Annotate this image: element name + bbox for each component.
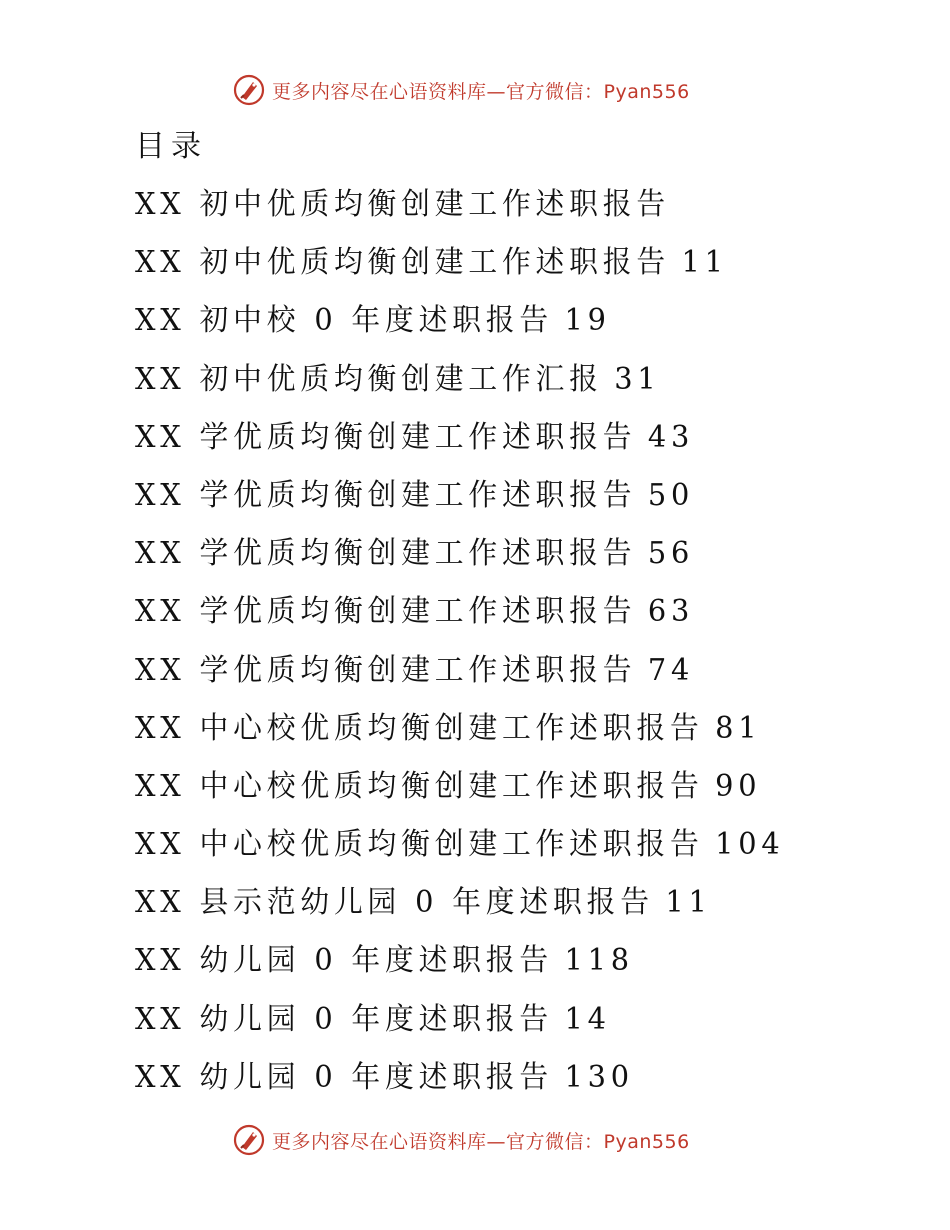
toc-entry[interactable] xyxy=(135,991,903,1049)
toc-entry-page-number: 11 xyxy=(665,885,712,921)
toc-entry[interactable] xyxy=(135,292,903,350)
toc-entry-page-number: 90 xyxy=(715,768,762,804)
toc-entry-page-number: 81 xyxy=(715,710,762,746)
toc-entry[interactable] xyxy=(135,1049,903,1107)
toc-entry[interactable] xyxy=(135,525,903,583)
toc-entry-page-number: 130 xyxy=(564,1059,634,1095)
toc-entry-page-number: 104 xyxy=(715,827,785,863)
table-of-contents xyxy=(135,118,935,1107)
toc-entry-title: XX 中心校优质均衡创建工作述职报告 xyxy=(135,827,704,863)
header-banner xyxy=(232,72,690,108)
toc-entry[interactable] xyxy=(135,874,903,932)
toc-entry-title: XX 初中优质均衡创建工作述职报告 xyxy=(135,245,670,281)
toc-entry[interactable] xyxy=(135,758,903,816)
toc-entry-page-number: 56 xyxy=(647,536,695,572)
toc-entry[interactable] xyxy=(135,467,903,525)
toc-entry-title: XX 初中校 0 年度述职报告 xyxy=(135,303,554,339)
toc-entry-title: XX 学优质均衡创建工作述职报告 xyxy=(135,594,637,630)
footer-banner xyxy=(232,1122,690,1158)
toc-entry-title: XX 幼儿园 0 年度述职报告 xyxy=(135,943,554,979)
toc-entry-page-number: 118 xyxy=(564,943,634,979)
toc-entry[interactable] xyxy=(135,351,903,409)
toc-entry-title: XX 幼儿园 0 年度述职报告 xyxy=(135,1001,554,1037)
toc-entry-title: XX 初中优质均衡创建工作述职报告 xyxy=(135,187,670,222)
toc-entry-page-number: 43 xyxy=(647,419,695,455)
toc-entry-title: XX 学优质均衡创建工作述职报告 xyxy=(135,652,637,688)
toc-entry-page-number: 19 xyxy=(564,303,611,339)
toc-entry-page-number: 63 xyxy=(647,594,695,630)
toc-entry[interactable] xyxy=(135,176,903,234)
toc-entry[interactable] xyxy=(135,816,903,874)
toc-entry[interactable] xyxy=(135,700,903,758)
pen-nib-logo-icon xyxy=(232,73,266,107)
toc-entry-title: XX 幼儿园 0 年度述职报告 xyxy=(135,1059,554,1095)
toc-entry[interactable] xyxy=(135,409,903,467)
toc-entry-page-number: 50 xyxy=(647,477,695,513)
toc-entry-title: XX 初中优质均衡创建工作汇报 xyxy=(135,361,603,397)
toc-entry-page-number: 11 xyxy=(681,245,728,281)
toc-entry-title: XX 中心校优质均衡创建工作述职报告 xyxy=(135,768,704,804)
toc-entry[interactable] xyxy=(135,932,903,990)
toc-entry-page-number: 14 xyxy=(564,1001,611,1037)
pen-nib-logo-icon xyxy=(232,1123,266,1157)
toc-entry[interactable] xyxy=(135,583,903,641)
toc-title: 目录 xyxy=(135,129,207,164)
toc-list xyxy=(135,176,935,1107)
toc-entry[interactable] xyxy=(135,642,903,700)
toc-entry-title: XX 学优质均衡创建工作述职报告 xyxy=(135,419,637,455)
banner-text: 更多内容尽在心语资料库—官方微信：Pyan556 xyxy=(272,80,690,103)
toc-entry[interactable] xyxy=(135,234,903,292)
toc-entry-title: XX 中心校优质均衡创建工作述职报告 xyxy=(135,710,704,746)
toc-entry-page-number: 74 xyxy=(647,652,695,688)
toc-entry-title: XX 学优质均衡创建工作述职报告 xyxy=(135,477,637,513)
toc-entry-page-number: 31 xyxy=(614,361,661,397)
banner-text: 更多内容尽在心语资料库—官方微信：Pyan556 xyxy=(272,1130,690,1153)
toc-entry-title: XX 学优质均衡创建工作述职报告 xyxy=(135,536,637,572)
toc-entry-title: XX 县示范幼儿园 0 年度述职报告 xyxy=(135,885,654,921)
